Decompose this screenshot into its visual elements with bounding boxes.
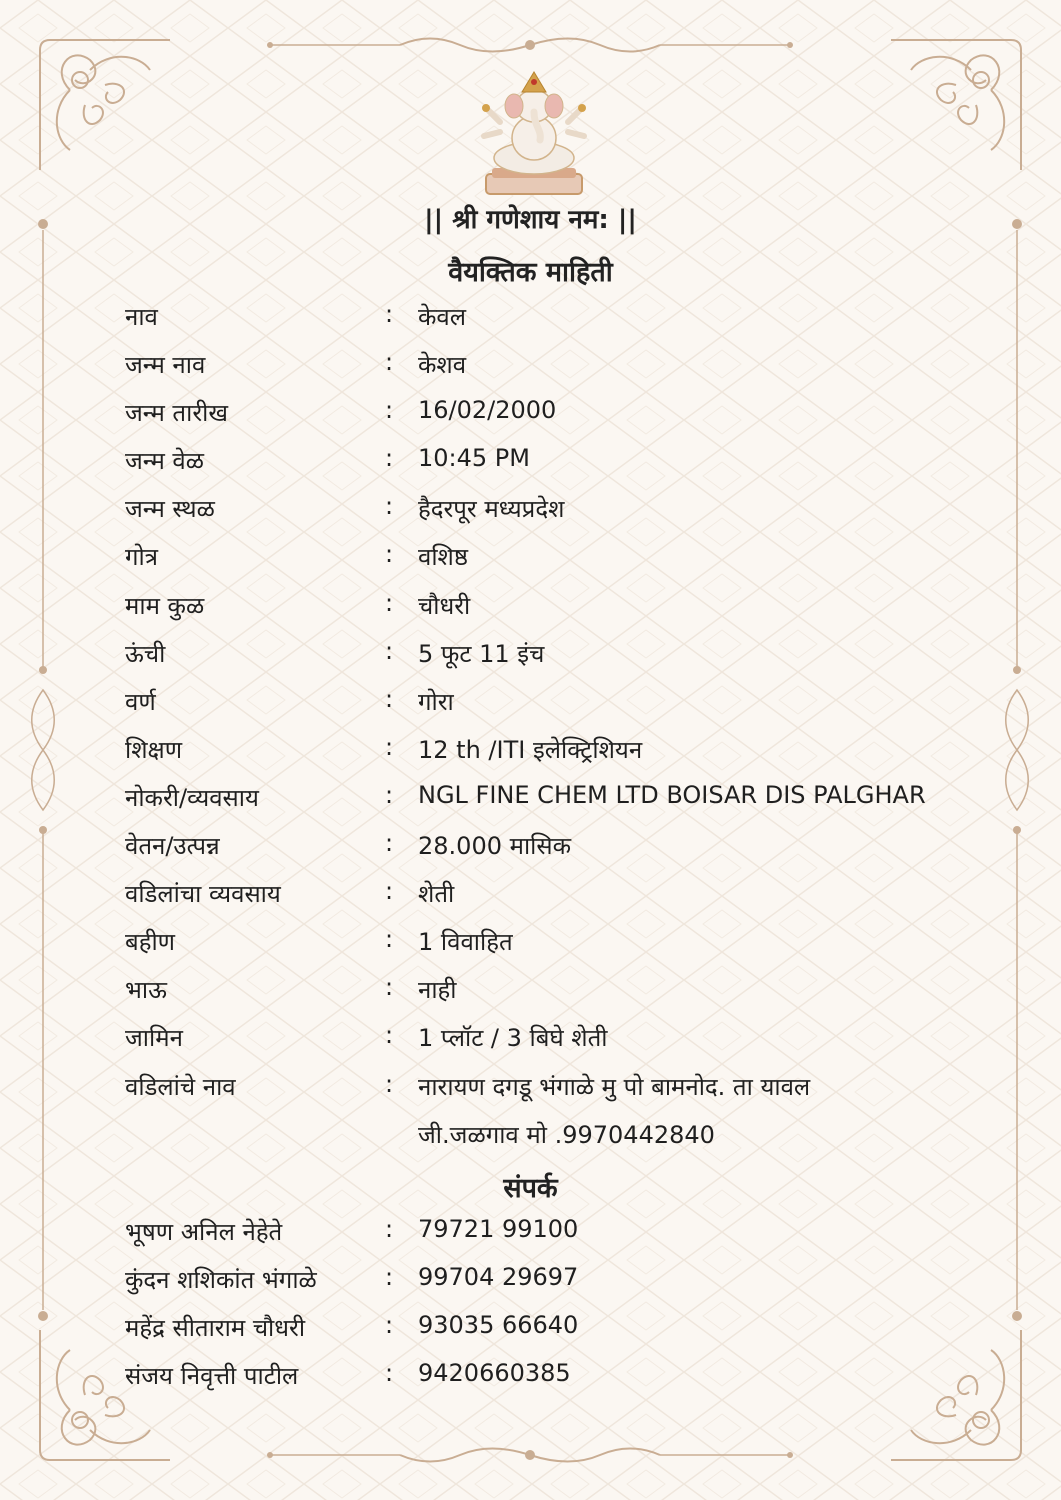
detail-row-birth-date bbox=[125, 396, 945, 444]
ganesha-idol-image bbox=[470, 70, 598, 202]
detail-label: जामिन bbox=[125, 1024, 183, 1053]
detail-value: केवल bbox=[418, 303, 467, 331]
detail-row-birth-time bbox=[125, 444, 945, 492]
detail-value: चौधरी bbox=[418, 591, 471, 620]
contact-name: महेंद्र सीताराम चौधरी bbox=[125, 1314, 306, 1343]
detail-value: वशिष्ठ bbox=[418, 543, 469, 572]
section-heading-personal-info: वैयक्तिक माहिती bbox=[448, 257, 613, 288]
detail-row-name bbox=[125, 300, 945, 348]
detail-value: 1 प्लॉट / 3 बिघे शेती bbox=[418, 1024, 608, 1053]
detail-value: नाही bbox=[418, 976, 457, 1005]
separator-colon: : bbox=[385, 300, 394, 328]
separator-colon: : bbox=[385, 636, 394, 665]
detail-label: गोत्र bbox=[125, 543, 158, 572]
contact-row bbox=[125, 1215, 945, 1263]
separator-colon: : bbox=[385, 1021, 394, 1050]
separator-colon: : bbox=[385, 444, 394, 473]
contact-list bbox=[125, 1215, 945, 1407]
detail-row-sister bbox=[125, 925, 945, 973]
separator-colon: : bbox=[385, 588, 394, 617]
separator-colon: : bbox=[385, 1311, 394, 1340]
invocation-text: || श्री गणेशाय नम: || bbox=[424, 205, 637, 235]
contact-phone: 99704 29697 bbox=[418, 1263, 579, 1292]
separator-colon: : bbox=[385, 1359, 394, 1388]
detail-row-education bbox=[125, 733, 945, 781]
separator-colon: : bbox=[385, 732, 394, 761]
top-border-ornament bbox=[260, 30, 800, 60]
contact-row bbox=[125, 1359, 945, 1407]
detail-label: वडिलांचा व्यवसाय bbox=[125, 880, 281, 909]
detail-label: वडिलांचे नाव bbox=[125, 1072, 236, 1101]
detail-row-occupation bbox=[125, 781, 945, 829]
contact-name: कुंदन शशिकांत भंगाळे bbox=[125, 1266, 317, 1295]
detail-value: 5 फूट 11 इंच bbox=[418, 639, 545, 668]
details-list bbox=[125, 300, 945, 1166]
separator-colon: : bbox=[385, 540, 394, 569]
detail-label: नाव bbox=[125, 303, 158, 331]
detail-label: ऊंची bbox=[125, 639, 166, 668]
detail-value: 16/02/2000 bbox=[418, 396, 557, 425]
contact-phone: 79721 99100 bbox=[418, 1215, 579, 1243]
detail-value: NGL FINE CHEM LTD BOISAR DIS PALGHAR bbox=[418, 780, 926, 809]
detail-row-father-occupation bbox=[125, 877, 945, 925]
separator-colon: : bbox=[385, 829, 394, 858]
detail-row-father-name bbox=[125, 1070, 945, 1118]
detail-value: नारायण दगडू भंगाळे मु पो बामनोद. ता यावल bbox=[418, 1072, 811, 1101]
separator-colon: : bbox=[385, 877, 394, 906]
detail-label: वेतन/उत्पन्न bbox=[125, 832, 220, 861]
detail-label: जन्म वेळ bbox=[125, 447, 205, 476]
separator-colon: : bbox=[385, 973, 394, 1002]
detail-value: केशव bbox=[418, 351, 467, 380]
corner-flourish-top-left bbox=[30, 30, 180, 180]
detail-value: जी.जळगाव मो .9970442840 bbox=[418, 1120, 715, 1149]
contact-row bbox=[125, 1311, 945, 1359]
detail-value: शेती bbox=[418, 880, 455, 909]
detail-label: बहीण bbox=[125, 928, 176, 957]
left-border-ornament bbox=[28, 210, 58, 1330]
detail-value: 10:45 PM bbox=[418, 444, 530, 473]
detail-row-birth-name bbox=[125, 348, 945, 396]
right-border-ornament bbox=[1002, 210, 1032, 1330]
detail-row-complexion bbox=[125, 685, 945, 733]
detail-row-maternal-clan bbox=[125, 589, 945, 637]
corner-flourish-top-right bbox=[881, 30, 1031, 180]
detail-label: शिक्षण bbox=[125, 735, 183, 764]
separator-colon: : bbox=[385, 1263, 394, 1292]
detail-label: जन्म नाव bbox=[125, 351, 206, 380]
detail-row-birth-place bbox=[125, 492, 945, 540]
detail-value: 28.000 मासिक bbox=[418, 832, 572, 861]
separator-colon: : bbox=[385, 492, 394, 521]
detail-label: वर्ण bbox=[125, 687, 156, 716]
detail-row-gotra bbox=[125, 540, 945, 588]
detail-value: 12 th /ITI इलेक्ट्रिशियन bbox=[418, 735, 643, 764]
separator-colon: : bbox=[385, 396, 394, 425]
detail-value: गोरा bbox=[418, 687, 454, 716]
bottom-border-ornament bbox=[260, 1440, 800, 1470]
contact-name: संजय निवृत्ती पाटील bbox=[125, 1362, 299, 1391]
contact-phone: 9420660385 bbox=[418, 1359, 571, 1388]
detail-row-height bbox=[125, 637, 945, 685]
section-heading-contact: संपर्क bbox=[503, 1173, 558, 1204]
detail-row-income bbox=[125, 829, 945, 877]
separator-colon: : bbox=[385, 348, 394, 377]
detail-label: भाऊ bbox=[125, 976, 167, 1005]
separator-colon: : bbox=[385, 1215, 394, 1243]
separator-colon: : bbox=[385, 925, 394, 954]
separator-colon: : bbox=[385, 780, 394, 809]
detail-label: नोकरी/व्यवसाय bbox=[125, 783, 259, 812]
detail-row-father-address-cont bbox=[125, 1118, 945, 1166]
detail-row-land bbox=[125, 1021, 945, 1069]
detail-value: 1 विवाहित bbox=[418, 928, 513, 957]
contact-row bbox=[125, 1263, 945, 1311]
detail-label: माम कुळ bbox=[125, 591, 205, 620]
detail-label: जन्म स्थळ bbox=[125, 495, 215, 524]
detail-row-brother bbox=[125, 973, 945, 1021]
detail-label: जन्म तारीख bbox=[125, 399, 228, 428]
separator-colon: : bbox=[385, 1069, 394, 1098]
detail-value: हैदरपूर मध्यप्रदेश bbox=[418, 495, 565, 524]
contact-phone: 93035 66640 bbox=[418, 1311, 579, 1340]
separator-colon: : bbox=[385, 684, 394, 713]
contact-name: भूषण अनिल नेहेते bbox=[125, 1218, 283, 1246]
